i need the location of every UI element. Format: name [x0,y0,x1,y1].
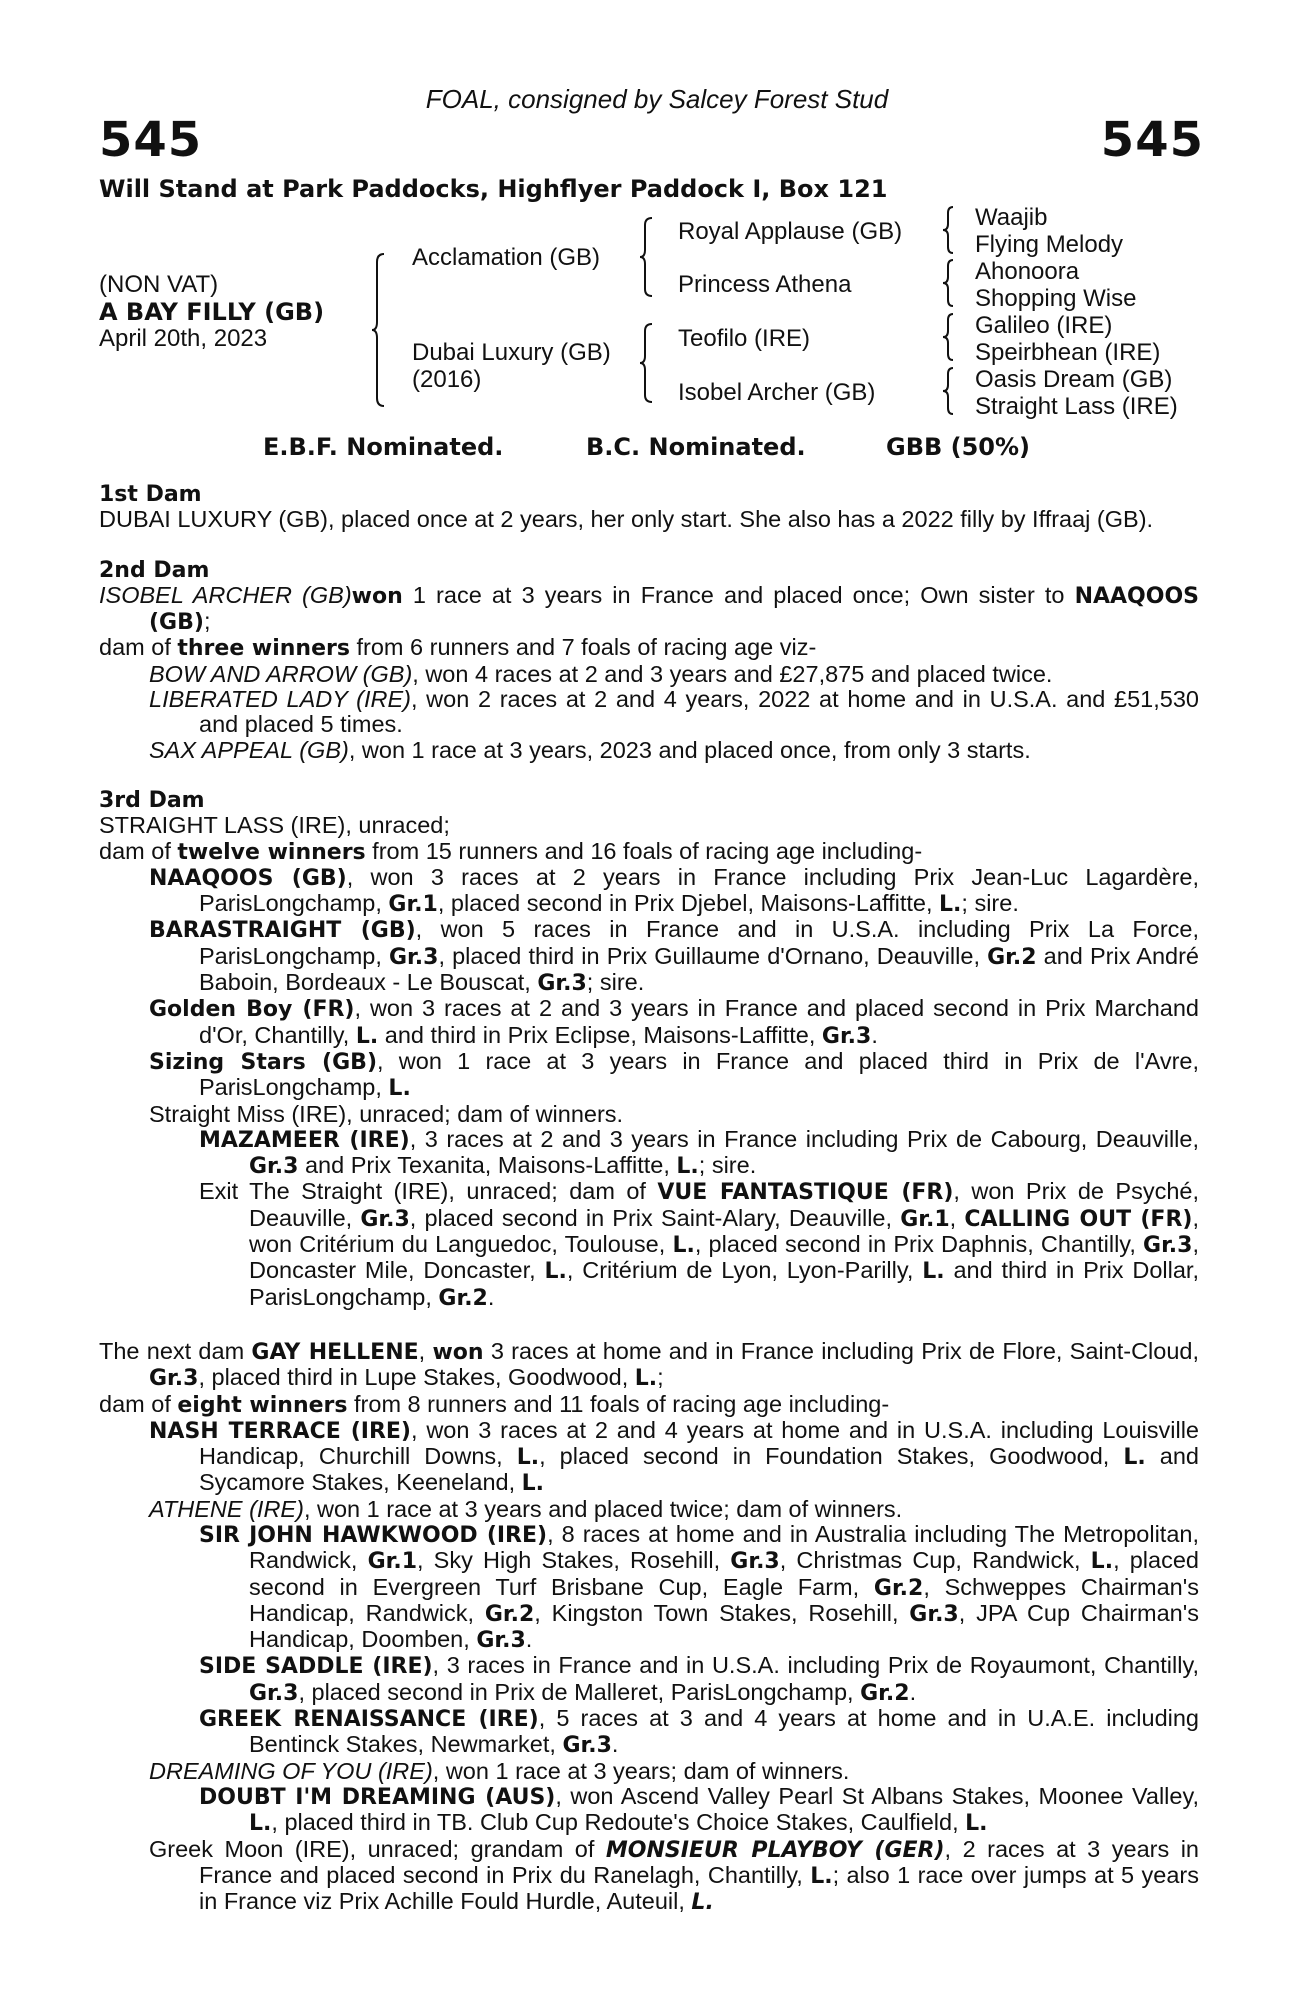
text: . [611,1731,619,1758]
pedigree-brace-sire [640,216,654,298]
pedigree-brace-dam [640,322,654,404]
foaling-date: April 20th, 2023 [99,325,268,352]
horse-name-dreaming: DREAMING OF YOU (IRE) [149,1757,433,1784]
gen3-7: Oasis Dream (GB) [975,366,1173,393]
produce-side-saddle [199,1653,1199,1706]
text: , placed third in TB. Club Cup Redoute's Choice Stakes, Caulfield, [271,1809,966,1836]
second-dam-name: ISOBEL ARCHER (GB) [99,581,352,608]
text: . [487,1283,495,1310]
pedigree-brace-g4 [943,366,955,416]
text: , placed second in Evergreen Turf Brisbane Cup, Eagle Farm, [249,1547,1199,1600]
horse-name-sizing-stars: Sizing Stars (GB) [149,1049,377,1075]
dam-dam: Isobel Archer (GB) [678,379,876,406]
sire-sire: Royal Applause (GB) [678,218,903,245]
lot-number-right: 545 [1100,112,1204,168]
produce-sizing-stars [149,1049,1199,1102]
listed: L. [521,1471,545,1497]
horse-name-barastraight: BARASTRAIGHT (GB) [149,918,416,944]
grade: Gr.3 [1143,1233,1193,1259]
grade: Gr.2 [484,1601,535,1627]
horse-name-monsieur-playboy: MONSIEUR PLAYBOY (GER) [605,1837,945,1863]
horse-name-mazameer: MAZAMEER (IRE) [199,1127,410,1153]
gen3-4: Shopping Wise [975,285,1137,312]
text: ; [657,1364,664,1391]
listed: L. [249,1811,272,1837]
text: , won Prix de Psyché, Deauville, [249,1178,1199,1231]
gen3-5: Galileo (IRE) [975,312,1113,339]
grade: Gr.3 [249,1154,299,1180]
text: , won 3 races at 2 and 4 years at home and in U.S.A. including Louisville Handicap, Churchill Downs, [199,1416,1199,1470]
grade: Gr.2 [860,1680,910,1706]
produce-sir-john-hawkwood [199,1522,1199,1653]
first-dam-heading: 1st Dam [99,482,202,507]
grade: Gr.3 [537,971,587,997]
winners-count: twelve winners [177,839,366,865]
next-dam-entry [99,1339,1199,1392]
text: ; also 1 race over jumps at 5 years in France viz Prix Achille Fould Hurdle, Auteuil, [199,1861,1199,1915]
produce-naaqoos [149,865,1199,918]
horse-name-nash-terrace: NASH TERRACE (IRE) [149,1418,411,1444]
bc-nomination: B.C. Nominated. [586,433,806,461]
text: Greek Moon (IRE), unraced; grandam of [149,1835,606,1862]
horse-name-sax: SAX APPEAL (GB) [149,736,349,763]
text: and third in Prix Eclipse, Maisons-Laffitte, [378,1021,822,1048]
produce-athene [149,1497,1199,1522]
text: , Critérium de Lyon, Lyon-Parilly, [566,1257,923,1284]
listed: L. [691,1890,714,1916]
gen3-1: Waajib [975,204,1048,231]
horse-name-vue-fantastique: VUE FANTASTIQUE (FR) [657,1180,954,1206]
produce-greek-moon [149,1837,1199,1916]
grade: Gr.1 [367,1549,417,1575]
grade: Gr.3 [821,1023,872,1049]
produce-greek-renaissance [199,1706,1199,1759]
damof-label: dam of [99,837,178,864]
text: and Sycamore Stakes, Keeneland, [199,1443,1199,1496]
grade: Gr.3 [389,944,439,970]
text: , placed third in Prix Guillaume d'Ornano, Deauville, [438,942,988,969]
gen3-6: Speirbhean (IRE) [975,339,1161,366]
text: ; sire. [586,969,645,996]
text: and Prix Texanita, Maisons-Laffitte, [298,1152,677,1179]
grade: Gr.3 [909,1601,959,1627]
grade: Gr.1 [388,892,438,918]
second-dam-won: won [351,583,403,609]
text: . [909,1678,917,1705]
grade: Gr.3 [149,1366,199,1392]
text: , won 3 races at 2 years in France including Prix Jean-Luc Lagardère, ParisLongchamp, [199,863,1199,917]
text: The next dam [99,1337,252,1364]
listed: L. [965,1811,988,1837]
pedigree-brace-g1 [943,205,955,255]
grade: Gr.2 [873,1575,924,1601]
text: , Schweppes Chairman's Handicap, Randwick, [249,1573,1199,1626]
listed: L. [810,1863,833,1889]
produce-golden-boy [149,996,1199,1049]
text: , won 1 race at 3 years; dam of winners. [432,1757,850,1784]
second-dam-text: 1 race at 3 years in France and placed once; Own sister to [402,581,1075,608]
winners-count: three winners [177,636,350,662]
grade: Gr.3 [360,1206,410,1232]
catalogue-body [99,482,1199,1915]
listed: L. [516,1445,540,1471]
third-dam-produce-summary [99,839,1199,865]
listed: L. [544,1259,567,1285]
grade: Gr.3 [730,1549,780,1575]
grade: Gr.3 [562,1733,612,1759]
produce-mazameer [199,1127,1199,1180]
produce-barastraight [149,917,1199,996]
listed: L. [676,1154,699,1180]
horse-name-greek-renaissance: GREEK RENAISSANCE (IRE) [199,1707,539,1733]
text: , [418,1337,433,1364]
text: , placed second in Prix Djebel, Maisons-Laffitte, [437,890,940,917]
produce-doubt-im-dreaming [199,1784,1199,1837]
produce-bow-and-arrow [149,662,1199,687]
horse-name-calling-out: CALLING OUT (FR) [964,1206,1193,1232]
vat-status: (NON VAT) [99,271,219,298]
dam-sire: Teofilo (IRE) [678,325,811,352]
sire-dam: Princess Athena [678,271,852,298]
text: Exit The Straight (IRE), unraced; dam of [199,1178,658,1205]
grade: Gr.3 [249,1680,299,1706]
damof-rest: from 6 runners and 7 foals of racing age viz- [349,634,817,661]
pedigree-brace-g2 [943,258,955,308]
horse-text-sax: , won 1 race at 3 years, 2023 and placed once, from only 3 starts. [348,736,1031,763]
text: , Kingston Town Stakes, Rosehill, [534,1599,910,1626]
winners-count: eight winners [177,1392,348,1418]
gen3-8: Straight Lass (IRE) [975,393,1178,420]
text: 3 races at home and in France including Prix de Flore, Saint-Cloud, [483,1337,1199,1364]
text: , JPA Cup Chairman's Handicap, Doomben, [249,1599,1199,1653]
horse-name-bow: BOW AND ARROW (GB) [149,660,413,687]
produce-nash-terrace [149,1418,1199,1497]
horse-name-naaqoos: NAAQOOS (GB) [149,865,347,891]
grade: Gr.2 [438,1285,488,1311]
text: , placed second in Foundation Stakes, Goodwood, [539,1443,1124,1470]
listed: L. [1090,1549,1114,1575]
damof-label: dam of [99,1390,178,1417]
listed: L. [355,1023,379,1049]
text: . [871,1021,878,1048]
horse-name-sir-john: SIR JOHN HAWKWOOD (IRE) [199,1522,548,1548]
text: , won 3 races at 2 and 3 years in France and placed second in Prix Marchand d'Or, Chantilly, [199,995,1199,1048]
produce-sax-appeal [149,738,1199,763]
consignor-subtitle: FOAL, consigned by Salcey Forest Stud [425,84,889,114]
produce-straight-miss: Straight Miss (IRE), unraced; dam of winners. [149,1100,624,1127]
next-dam-produce-summary [99,1392,1199,1418]
sire-name: Acclamation (GB) [412,244,601,271]
text: , 2 races at 3 years in France and placed second in Prix du Ranelagh, Chantilly, [199,1835,1200,1888]
pedigree-brace-main [372,252,386,408]
second-dam-entry: ISOBEL ARCHER (GB)won 1 race at 3 years in France and placed once; Own sister to NAAQOOS (GB); [99,581,1200,636]
text: , placed third in Lupe Stakes, Goodwood, [198,1364,635,1391]
next-dam-name: GAY HELLENE [251,1339,419,1365]
listed: L. [672,1233,695,1259]
ebf-nomination: E.B.F. Nominated. [263,433,504,461]
gen3-2: Flying Melody [975,231,1124,258]
text: , won 1 race at 3 years in France and placed third in Prix de l'Avre, ParisLongchamp, [199,1047,1199,1101]
produce-exit-the-straight [199,1179,1199,1310]
text: , Sky High Stakes, Rosehill, [417,1547,731,1574]
text: . [525,1626,533,1653]
horse-name-athene: ATHENE (IRE) [149,1495,304,1522]
damof-label: dam of [99,634,178,661]
pedigree-brace-g3 [943,312,955,362]
won-label: won [432,1339,484,1365]
dam-year: (2016) [412,366,482,393]
horse-name: A BAY FILLY (GB) [99,298,325,326]
grade: Gr.2 [987,944,1037,970]
text: , Doncaster Mile, Doncaster, [249,1231,1199,1284]
text: , placed second in Prix Saint-Alary, Deauville, [409,1204,901,1231]
listed: L. [922,1259,945,1285]
horse-name-golden-boy: Golden Boy (FR) [149,997,355,1023]
horse-text-bow: , won 4 races at 2 and 3 years and £27,875 and placed twice. [412,660,1053,687]
text: , 8 races at home and in Australia including The Metropolitan, Randwick, [249,1520,1199,1574]
dam-name: Dubai Luxury (GB) [412,339,611,366]
text: , won 1 race at 3 years and placed twice; dam of winners. [303,1495,903,1522]
damof-rest: from 8 runners and 11 foals of racing age including- [347,1390,890,1417]
first-dam-text: DUBAI LUXURY (GB), placed once at 2 years, her only start. She also has a 2022 filly by Iffraaj (GB). [99,506,1154,533]
text: and third in Prix Dollar, ParisLongchamp, [249,1257,1199,1310]
text: , placed second in Prix de Malleret, ParisLongchamp, [298,1678,861,1705]
text: ; sire. [698,1152,757,1179]
third-dam-heading: 3rd Dam [99,787,205,813]
gen3-3: Ahonoora [975,258,1080,285]
horse-name-side-saddle: SIDE SADDLE (IRE) [199,1654,433,1680]
text: , placed second in Prix Daphnis, Chantilly, [694,1231,1144,1258]
text: , won Critérium du Languedoc, Toulouse, [249,1204,1199,1258]
grade: Gr.1 [900,1206,950,1232]
horse-text-liberated: , won 2 races at 2 and 4 years, 2022 at home and in U.S.A. and £51,530 and placed 5 times. [199,686,1199,738]
grade: Gr.3 [476,1628,526,1654]
text: ; sire. [961,890,1019,917]
text: , Christmas Cup, Randwick, [779,1547,1091,1574]
text: , [949,1204,965,1231]
produce-dreaming-of-you [149,1759,1199,1784]
sister-name: NAAQOOS (GB) [149,583,1200,636]
listed: L. [388,1076,411,1102]
second-dam-heading: 2nd Dam [99,557,210,583]
text: and Prix André Baboin, Bordeaux - Le Bouscat, [199,942,1199,996]
listed: L. [939,892,962,918]
text: , 5 races at 3 and 4 years at home and in U.A.E. including Bentinck Stakes, Newmarket, [249,1705,1200,1758]
produce-liberated-lady [149,687,1199,738]
text: , won 5 races in France and in U.S.A. including Prix La Force, ParisLongchamp, [199,916,1199,969]
horse-name-doubt: DOUBT I'M DREAMING (AUS) [199,1784,556,1810]
lot-number-left: 545 [99,112,203,168]
text: , won Ascend Valley Pearl St Albans Stakes, Moonee Valley, [555,1782,1199,1809]
damof-rest: from 15 runners and 16 foals of racing age including- [365,837,923,864]
stand-location: Will Stand at Park Paddocks, Highflyer Paddock I, Box 121 [99,175,888,203]
listed: L. [634,1366,658,1392]
second-dam-produce-summary [99,635,1199,661]
gbb-status: GBB (50%) [886,433,1031,461]
text: , 3 races in France and in U.S.A. including Prix de Royaumont, Chantilly, [432,1652,1199,1679]
third-dam-line: STRAIGHT LASS (IRE), unraced; [99,812,450,839]
text: , 3 races at 2 and 3 years in France including Prix de Cabourg, Deauville, [409,1125,1200,1152]
horse-name-liberated: LIBERATED LADY (IRE) [149,686,411,713]
listed: L. [1123,1445,1146,1471]
